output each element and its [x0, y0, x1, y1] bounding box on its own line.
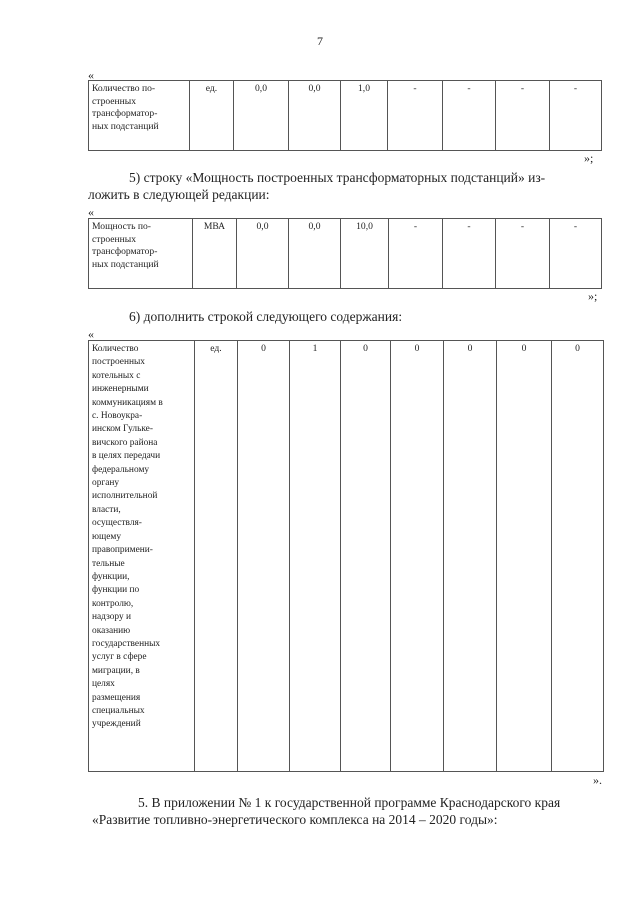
table3-value-cell: 0 — [444, 341, 497, 772]
table3-value-cell: 0 — [552, 341, 604, 772]
table1-indicator-cell: Количество по- строенных трансформатор- ных подстанций — [89, 81, 190, 151]
table2-value-cell: - — [389, 219, 443, 289]
table2-indicator-cell: Мощность по- строенных трансформатор- ных подстанций — [89, 219, 193, 289]
table3-unit-cell: ед. — [195, 341, 238, 772]
table2-value-cell: - — [443, 219, 496, 289]
paragraph-5-line-2: ложить в следующей редакции: — [88, 187, 270, 202]
table1-value-cell: 0,0 — [234, 81, 289, 151]
paragraph-final-line-2: «Развитие топливно-энергетического комплекса на 2014 – 2020 годы»: — [92, 812, 498, 827]
table3-indicator-cell: Количество построенных котельных с инженерными коммуникациям в с. Новоукра- инском Гульке- вичского района в целях передачи федеральному органу исполнительной власти, осуществля- ющему правопримени- тельные функции, функции по контролю, надзору и оказанию государственных услуг в сфере миграции, в целях размещения специальных учреждений — [89, 341, 195, 772]
table3 — [88, 340, 604, 772]
table1-close-quote: »; — [584, 151, 594, 165]
table3-value-cell: 0 — [341, 341, 391, 772]
table2-value-cell: 10,0 — [341, 219, 389, 289]
table3-close-quote: ». — [593, 773, 602, 787]
table2 — [88, 218, 602, 289]
table3-value-cell: 0 — [391, 341, 444, 772]
table1-unit-cell: ед. — [190, 81, 234, 151]
table2-unit-cell: МВА — [193, 219, 237, 289]
paragraph-6: 6) дополнить строкой следующего содержания: — [129, 309, 403, 324]
table1-value-cell: - — [443, 81, 496, 151]
table2-row — [89, 219, 602, 289]
table1-value-cell: - — [550, 81, 602, 151]
table1-value-cell: 0,0 — [289, 81, 341, 151]
table2-open-quote: « — [88, 205, 94, 219]
table1-open-quote: « — [88, 68, 94, 82]
table3-value-cell: 0 — [497, 341, 552, 772]
table1-value-cell: - — [496, 81, 550, 151]
table1-row — [89, 81, 602, 151]
table2-value-cell: - — [550, 219, 602, 289]
table3-open-quote: « — [88, 327, 94, 341]
table1-value-cell: 1,0 — [341, 81, 388, 151]
table3-row — [89, 341, 604, 772]
paragraph-5-line-1: 5) строку «Мощность построенных трансформаторных подстанций» из- — [129, 170, 546, 185]
table2-close-quote: »; — [588, 289, 598, 303]
table3-value-cell: 0 — [238, 341, 290, 772]
page-number: 7 — [317, 34, 323, 48]
table3-value-cell: 1 — [290, 341, 341, 772]
table2-value-cell: 0,0 — [237, 219, 289, 289]
table2-value-cell: 0,0 — [289, 219, 341, 289]
table1-value-cell: - — [388, 81, 443, 151]
paragraph-final-line-1: 5. В приложении № 1 к государственной программе Краснодарского края — [138, 795, 561, 810]
table2-value-cell: - — [496, 219, 550, 289]
table1 — [88, 80, 602, 151]
